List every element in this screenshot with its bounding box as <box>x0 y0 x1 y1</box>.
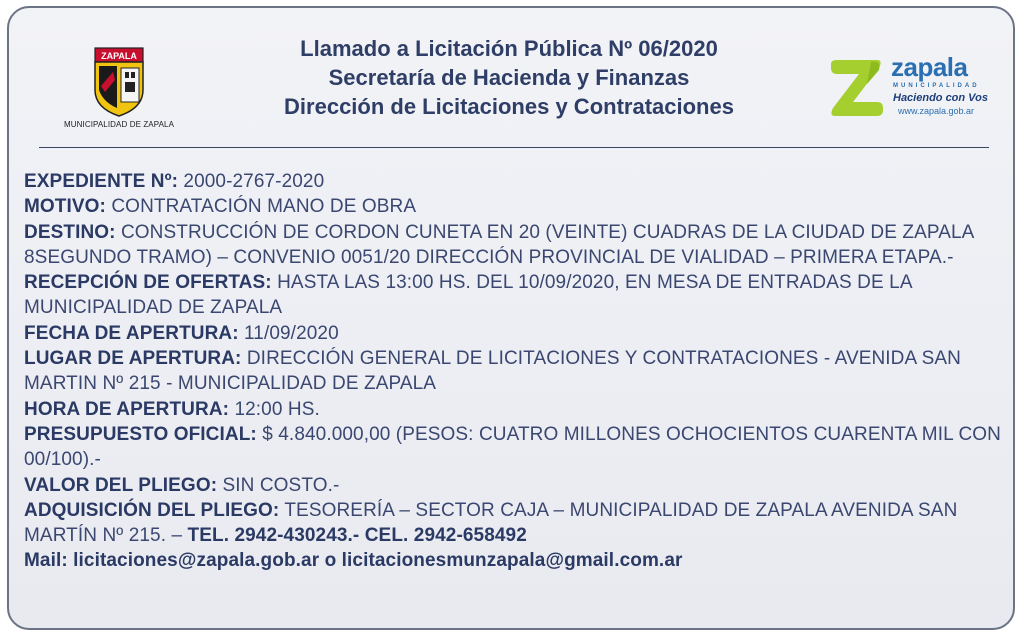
field-presupuesto <box>24 422 1009 473</box>
municipal-shield-logo <box>59 46 179 136</box>
field-label: MOTIVO: <box>24 196 106 218</box>
field-value: CONSTRUCCIÓN DE CORDON CUNETA EN 20 (VEINTE) CUADRAS DE LA CIUDAD DE ZAPALA 8SEGUNDO TRAMO) – CONVENIO 0051/20 DIRECCIÓN PROVINCIAL DE VIALIDAD – PRIMERA ETAPA.- <box>24 221 974 268</box>
field-lugar <box>24 346 1009 397</box>
notice-card <box>7 6 1015 630</box>
field-value: 12:00 HS. <box>229 398 320 420</box>
brand-municipalidad: MUNICIPALIDAD <box>893 83 980 89</box>
field-recepcion <box>24 270 1009 321</box>
field-label: VALOR DEL PLIEGO: <box>24 474 218 496</box>
field-value: CONTRATACIÓN MANO DE OBRA <box>105 196 417 218</box>
brand-slogan: Haciendo con Vos <box>893 92 988 104</box>
title-block <box>209 34 809 121</box>
field-value: HASTA LAS 13:00 HS. DEL 10/09/2020, EN MESA DE ENTRADAS DE LA MUNICIPALIDAD DE ZAPALA <box>24 272 912 319</box>
title-line-2: Secretaría de Hacienda y Finanzas <box>328 65 690 90</box>
field-mail <box>24 548 1009 573</box>
field-value: 11/09/2020 <box>238 322 339 344</box>
field-motivo <box>24 194 1009 219</box>
field-hora <box>24 397 1009 422</box>
field-fecha <box>24 321 1009 346</box>
header <box>9 8 1017 148</box>
field-label: LUGAR DE APERTURA: <box>24 348 242 370</box>
field-value: $ 4.840.000,00 (PESOS: CUATRO MILLONES OCHOCIENTOS CUARENTA MIL CON 00/100).- <box>24 423 1001 471</box>
field-value: TESORERÍA – SECTOR CAJA – MUNICIPALIDAD DE ZAPALA AVENIDA SAN MARTÍN Nº 215. – <box>24 499 958 547</box>
field-label: RECEPCIÓN DE OFERTAS: <box>24 272 272 294</box>
field-value: SIN COSTO.- <box>217 474 340 496</box>
brand-url: www.zapala.gob.ar <box>898 106 975 116</box>
title-line-3: Dirección de Licitaciones y Contrataciones <box>284 94 734 119</box>
notice-body <box>24 169 1009 574</box>
header-divider <box>39 147 989 148</box>
field-label: HORA DE APERTURA: <box>24 398 230 420</box>
contact-mail: Mail: licitaciones@zapala.gob.ar o licitacionesmunzapala@gmail.com.ar <box>24 550 683 572</box>
field-value: 2000-2767-2020 <box>178 171 325 192</box>
zapala-brand-logo <box>827 52 997 122</box>
field-valor <box>24 473 1009 498</box>
title-line-1: Llamado a Licitación Pública Nº 06/2020 <box>300 36 718 61</box>
field-value: DIRECCIÓN GENERAL DE LICITACIONES Y CONTRATACIONES - AVENIDA SAN MARTIN Nº 215 - MUNICIPALIDAD DE ZAPALA <box>24 348 961 395</box>
shield-icon <box>91 46 147 118</box>
brand-word: zapala <box>891 52 968 82</box>
field-label: EXPEDIENTE Nº: <box>24 171 179 192</box>
zapala-z-icon <box>827 58 885 118</box>
contact-phones: TEL. 2942-430243.- CEL. 2942-658492 <box>187 525 527 547</box>
field-label: ADQUISICIÓN DEL PLIEGO: <box>24 499 280 521</box>
shield-word: ZAPALA <box>101 51 137 61</box>
field-adquisicion <box>24 498 1009 549</box>
field-label: DESTINO: <box>24 221 116 243</box>
field-label: FECHA DE APERTURA: <box>24 322 239 344</box>
field-label: PRESUPUESTO OFICIAL: <box>24 423 257 445</box>
field-destino <box>24 220 1009 271</box>
logo-caption: MUNICIPALIDAD DE ZAPALA <box>63 120 175 129</box>
field-expediente <box>24 169 1009 194</box>
